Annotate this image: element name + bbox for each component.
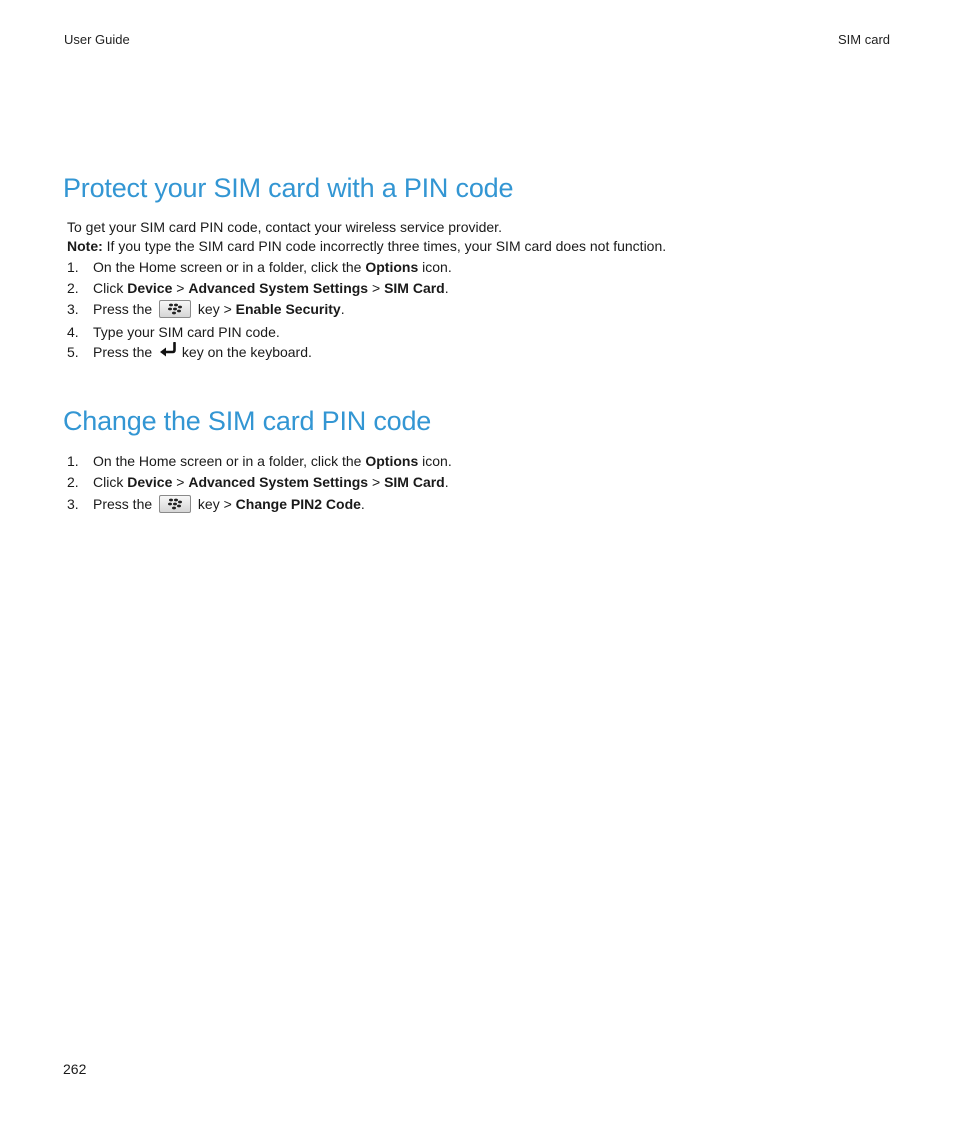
step-3: 3. Press the key > Enable Security. [67,301,345,317]
note-paragraph [67,237,666,256]
step-2: 2. Click Device > Advanced System Settings > SIM Card. [67,280,449,296]
blackberry-menu-key-icon [159,300,191,318]
section-title-protect-sim: Protect your SIM card with a PIN code [63,173,514,203]
step-1: 1. On the Home screen or in a folder, click the Options icon. [67,453,452,469]
running-header-right: SIM card [837,32,890,47]
note-text: If you type the SIM card PIN code incorrectly three times, your SIM card does not function. [102,238,667,254]
enter-key-icon [159,342,177,362]
page-number: 262 [63,1061,87,1077]
section-title-change-pin: Change the SIM card PIN code [63,406,432,436]
step-1: 1. On the Home screen or in a folder, click the Options icon. [67,259,452,275]
step-4: 4. Type your SIM card PIN code. [67,324,280,340]
running-header-left: User Guide [64,32,130,47]
step-2: 2. Click Device > Advanced System Settings > SIM Card. [67,474,449,490]
blackberry-menu-key-icon [159,495,191,513]
step-5: 5. Press the key on the keyboard. [67,343,312,363]
intro-paragraph: To get your SIM card PIN code, contact your wireless service provider. [67,219,502,235]
step-3: 3. Press the key > Change PIN2 Code. [67,496,365,512]
note-label: Note: [67,238,103,254]
